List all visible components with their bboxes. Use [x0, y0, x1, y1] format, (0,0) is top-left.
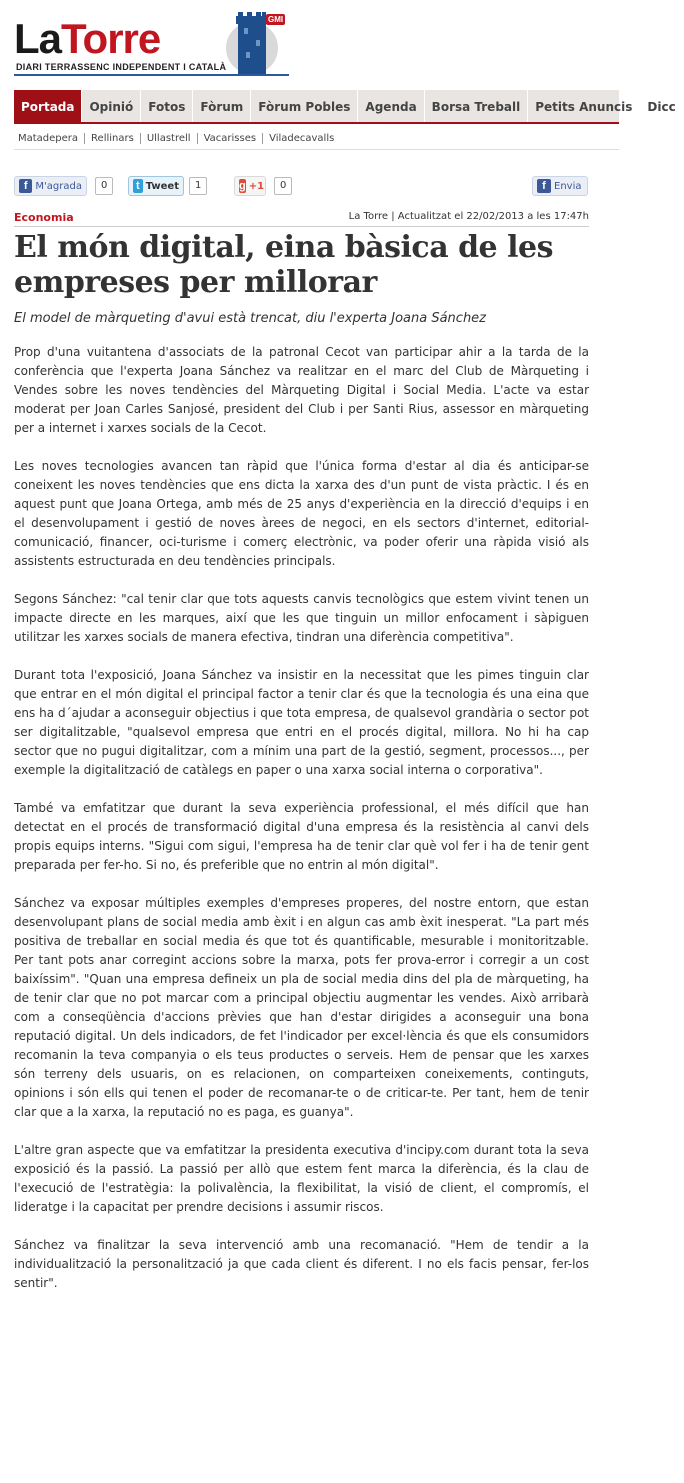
article-body — [14, 343, 589, 1312]
facebook-like-label: M'agrada — [35, 180, 82, 192]
subnav-item-rellinars[interactable]: Rellinars — [85, 133, 141, 144]
google-plus-icon: g — [239, 180, 246, 192]
tweet-button[interactable] — [128, 176, 184, 196]
nav-item-forum-pobles[interactable]: Fòrum Pobles — [251, 90, 358, 122]
article-paragraph: Segons Sánchez: "cal tenir clar que tots aquests canvis tecnològics que estem vivint tenen un impacte directe en les marques, així que les que tinguin un millor enfocament i sàpiguen utilitzar les xarxes socials de manera efectiva, tindran una diferència competitiva". — [14, 592, 589, 644]
article-title: El món digital, eina bàsica de les empreses per millorar — [14, 230, 553, 300]
sub-nav — [14, 128, 619, 150]
google-plus-button[interactable] — [234, 176, 266, 196]
facebook-like-button[interactable] — [14, 176, 87, 196]
logo-la: La — [14, 15, 62, 62]
article-paragraph: També va emfatitzar que durant la seva experiència professional, el més difícil que han detectat en el procés de transformació digital d'una empresa és la resistència al canvi dels propis equips interns. "Sigui com sigui, l'empresa ha de tenir clar què vol fer i ha de tenir gent preparada per fer-ho. Si no, és preferible que no entrin al món digital". — [14, 801, 589, 872]
article-subtitle: El model de màrqueting d'avui està trencat, diu l'experta Joana Sánchez — [14, 311, 486, 326]
logo-torre: Torre — [61, 15, 161, 62]
facebook-icon: f — [19, 179, 32, 193]
gmi-badge: GMI — [268, 15, 284, 24]
article-paragraph: Prop d'una vuitantena d'associats de la patronal Cecot van participar ahir a la tarda de la conferència que l'experta Joana Sánchez va realitzar en el marc del Club de Màrqueting i Vendes sobre les noves tendències del Màrqueting Digital i Social Media. L'acte va estar moderat per Joan Carles Sanjosé, president del Club i per Santi Rius, assessor en màrqueting per a internet i xarxes socials de la Cecot. — [14, 345, 589, 435]
subnav-item-ullastrell[interactable]: Ullastrell — [141, 133, 198, 144]
twitter-icon: t — [133, 179, 143, 193]
article-paragraph: Sánchez va exposar múltiples exemples d'empreses properes, del nostre entorn, que estan desenvolupant plans de social media amb èxit i en algun cas amb èxit inesperat. "La part més positiva de treballar en social media és que tot és quantificable, mesurable i monitoritzable. Per tant pots anar corregint accions sobre la marxa, pots fer prova-error i corregir a un cost baixíssim". "Quan una empresa defineix un pla de social media dins del pla de màrqueting, ha de tenir clar que no pot marcar com a principal objectiu augmentar les vendes. Això arribarà com a conseqüència d'accions prèvies que han d'estar dirigides a aconseguir una bona reputació digital. Un dels indicadors, de fet l'indicador per excel·lència és que els consumidors recomanin la teva companyia o els teus productes o serveis. Hem de pensar que les xarxes són terreny dels usuaris, on es relacionen, on comparteixen coneixements, continguts, opinions i són ells qui tenen el poder de recomanar-te o de criticar-te. Per tant, hem de tenir clar que a la xarxa, la reputació no es paga, es guanya". — [14, 896, 589, 1119]
nav-item-portada[interactable]: Portada — [14, 90, 82, 122]
nav-item-fotos[interactable]: Fotos — [141, 90, 193, 122]
subnav-item-viladecavalls[interactable]: Viladecavalls — [269, 133, 335, 144]
tweet-count: 1 — [189, 177, 207, 195]
google-plus-label: +1 — [248, 180, 265, 192]
nav-item-opinio[interactable]: Opinió — [82, 90, 141, 122]
tweet-label: Tweet — [145, 180, 179, 192]
article-paragraph: Les noves tecnologies avancen tan ràpid que l'única forma d'estar al dia és anticipar-se coneixent les noves tendències que ens dicta la xarxa des d'un punt de vista pràctic. I és en aquest punt que Joana Ortega, amb més de 25 anys d'experiència en la direcció d'equips i en el desenvolupament i gestió de noves àrees de negoci, en els sectors d'internet, editorial-comunicació, financer, oci-turisme i comerç electrònic, va poder oferir una ràpida visió als assistents estructurada en deu tendències principals. — [14, 459, 589, 568]
facebook-like-count: 0 — [95, 177, 113, 195]
subnav-item-vacarisses[interactable]: Vacarisses — [198, 133, 264, 144]
article-meta: La Torre | Actualitzat el 22/02/2013 a les 17:47h — [348, 211, 589, 222]
article-paragraph: Durant tota l'exposició, Joana Sánchez va insistir en la necessitat que les pimes tinguin clar que entrar en el món digital el principal factor a tenir clar és que la tecnologia és una eina que ens ha d´ajudar a aconseguir objectius i que tota empresa, de qualsevol grandària o sector pot ser digitalitzable, "qualsevol empresa que entri en el procés digital, millora. No hi ha cap sector que no pugui digitalitzar, com a mínim una part de la gestió, segment, processos..., per exemple la digitalització de catàlegs en paper o una xarxa social interna o corporativa". — [14, 668, 589, 777]
nav-item-diccionari[interactable]: Dicc — [640, 90, 683, 122]
logo-tagline: DIARI TERRASSENC INDEPENDENT I CATALÀ — [16, 62, 227, 72]
nav-item-forum[interactable]: Fòrum — [193, 90, 251, 122]
facebook-send-button[interactable] — [532, 176, 588, 196]
article-paragraph: Sánchez va finalitzar la seva intervenció amb una recomanació. "Hem de tendir a la individualització la personalització ja que cada client és diferent. I no els facis pensar, fer-los sentir". — [14, 1238, 589, 1290]
google-plus-count: 0 — [274, 177, 292, 195]
share-bar — [14, 176, 589, 198]
main-nav — [14, 90, 676, 124]
nav-item-borsa-treball[interactable]: Borsa Treball — [425, 90, 529, 122]
nav-item-agenda[interactable]: Agenda — [358, 90, 424, 122]
site-logo[interactable] — [14, 15, 161, 62]
nav-item-petits-anuncis[interactable]: Petits Anuncis — [528, 90, 640, 122]
section-label[interactable]: Economia — [14, 211, 74, 224]
article-paragraph: L'altre gran aspecte que va emfatitzar la presidenta executiva d'incipy.com durant tota la seva exposició és la passió. La passió per allò que estem fent marca la diferència, és la clau de l'execució de l'estratègia: la polivalència, la flexibilitat, la visió de client, el compromís, el lideratge i la capacitat per prendre decisions i assumir riscos. — [14, 1143, 589, 1214]
facebook-send-icon: f — [537, 179, 551, 193]
subnav-item-matadepera[interactable]: Matadepera — [14, 133, 85, 144]
meta-divider — [14, 226, 589, 227]
logo-underline — [14, 74, 289, 76]
site-header — [0, 0, 619, 86]
send-label: Envia — [554, 180, 582, 192]
